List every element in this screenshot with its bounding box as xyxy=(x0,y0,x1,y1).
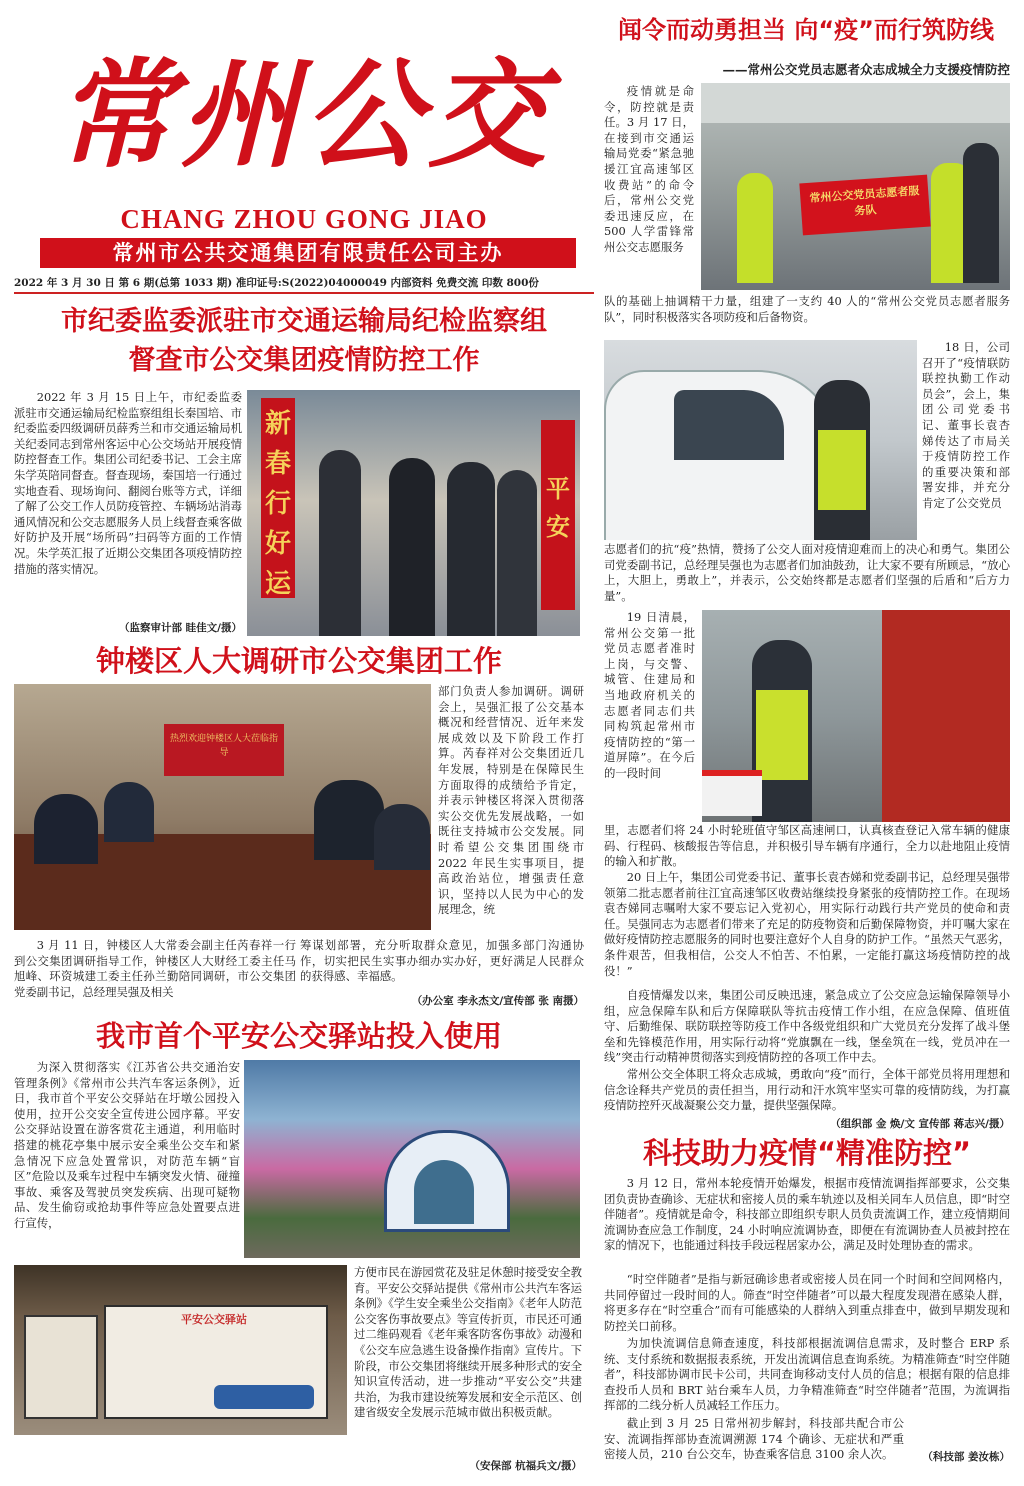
photo-canopy xyxy=(701,83,1010,123)
article2-body-bottom-right: 筹谋划部署，充分听取群众意见，加强多部门沟通协作，切实把民生实事办细办实办好，更好满足人民群众的获得感、幸福感。 xyxy=(300,938,584,984)
article2-body-bottom-left: 3 月 11 日，钟楼区人大常委会副主任芮春祥一行到公交集团调研指导工作，钟楼区人大财经工委主任马旭峰、环资城建工委主任孙兰勤陪同调研，市公交集团党委副书记，总经理吴强及相关 xyxy=(14,938,296,999)
photo-person-4 xyxy=(497,470,537,636)
photo-officer-2-vest xyxy=(756,690,808,780)
article5-byline: （科技部 姜汝栋） xyxy=(922,1451,1010,1463)
photo-pavilion-door xyxy=(414,1160,474,1224)
article5-body2: “时空伴随者”是指与新冠确诊患者或密接人员在同一个时间和空间网格内，共同停留过一段时间的人。筛查“时空伴随者”可以最大程度发现潜在感染人群，将更多存在“时空重合”而有可能感染的人群纳入到重点排查中，做到早期发现和防控关口前移。 xyxy=(604,1272,1010,1333)
article5-body4: 截止到 3 月 25 日常州初步解封，科技部共配合市公安、流调指挥部协查流调溯源 174 个确诊、无症状和严重密接人员，210 台公交车，协查乘客信息 3100 余人次。 xyxy=(604,1416,904,1462)
photo-panel-left-board xyxy=(24,1315,98,1419)
article3-photo-park xyxy=(244,1060,580,1258)
article4-subtitle: ——常州公交党员志愿者众志成城全力支援疫情防控 xyxy=(722,62,1010,77)
photo-person-2 xyxy=(389,458,435,636)
photo-volunteer-1 xyxy=(737,173,773,283)
article4-byline: （组织部 金 焕/文 宣传部 蒋志兴/摄） xyxy=(830,1118,1010,1130)
article2-photo xyxy=(14,684,431,930)
article2-byline: （办公室 李永杰文/宣传部 张 南摄） xyxy=(411,995,584,1007)
photo-officer-vest xyxy=(818,430,866,510)
article4-body-p2-narrow: 18 日，公司召开了“疫情联防联控执勤工作动员会”，会上，集团公司党委书记、董事长袁杏娣传达了市局关于疫情防控工作的重要决策和部署安排，并充分肯定了公交党员 xyxy=(922,340,1010,510)
article3-title: 我市首个平安公交驿站投入使用 xyxy=(95,1019,502,1053)
issue-line: 2022 年 3 月 30 日 第 6 期(总第 1033 期) 准印证号:S(2022)04000049 内部资料 免费交流 印数 800份 xyxy=(14,277,539,289)
article3-byline: （安保部 杭福兵文/摄） xyxy=(469,1460,582,1472)
article4-body-p3-wide: 里，志愿者们将 24 小时轮班值守邹区高速闸口，认真核查登记入常车辆的健康码、行程码、核酸报告等信息，并积极引导车辆有序通行，全力以赴地阻止疫情的输入和扩散。 xyxy=(604,823,1010,869)
photo-attendee-left xyxy=(34,794,98,864)
article1-byline: （监察审计部 眭佳文/摄） xyxy=(119,622,242,634)
publisher-text: 常州市公共交通集团有限责任公司主办 xyxy=(112,241,504,265)
article1-title-line1: 市纪委监委派驻市交通运输局纪检监察组 xyxy=(61,306,547,337)
masthead-pinyin: CHANG ZHOU GONG JIAO xyxy=(120,204,488,234)
photo-sign-right: 平安 xyxy=(546,474,570,541)
newspaper-logo: 常州公交 xyxy=(55,45,552,184)
article4-body-p2-wide: 志愿者们的抗“疫”热情，赞扬了公交人面对疫情迎难而上的决心和勇气。集团公司党委副书记，总经理吴强也为志愿者们加油鼓劲，让大家不要有所顾忌，“放心上，大胆上，勇敢上”，并表示，公交始终都是志愿者们坚强的后盾和“后方力量”。 xyxy=(604,542,1010,603)
photo-banner-text: 常州公交党员志愿者服务队 xyxy=(809,184,920,218)
photo-person-3 xyxy=(447,462,495,636)
article4-body-p1-wide: 队的基础上抽调精干力量，组建了一支约 40 人的“常州公交党员志愿者服务队”，同时积极落实各项防疫和后备物资。 xyxy=(604,294,1010,324)
article4-photo-checkpoint xyxy=(604,340,917,540)
photo-barrier xyxy=(702,770,762,816)
photo-person-1 xyxy=(319,450,361,636)
photo-volunteer-3 xyxy=(963,143,999,283)
article1-body: 2022 年 3 月 15 日上午，市纪委监委派驻市交通运输局纪检监察组组长秦国培、市纪委监委四级调研员薛秀兰和市交通运输局机关纪委同志到常州客运中心公交场站开展疫情防控督查工作。集团公司纪委书记、工会主席朱学英陪同督查。督查现场，秦国培一行通过实地查看、现场询问、翻阅台账等方式，详细了解了公交工作人员防疫管控、车辆场站消毒通风情况和公交志愿服务人员上线督查乘客做好防护及开展“场所码”扫码等方面的工作情况。朱学英汇报了近期公交集团各项疫情防控措施的落实情况。 xyxy=(14,390,242,576)
photo-truck xyxy=(882,610,1010,822)
article5-body3: 为加快流调信息筛查速度，科技部根据流调信息需求，及时整合 ERP 系统、支付系统和数据报表系统，开发出流调信息查询系统。为精准筛查“时空伴随者”，科技部协调市民卡公司，共同查询移动支付人员的信息；根据有限的信息排查投币人员和 BRT 站台乘车人员，力争精准筛查“时空伴随者”范围，为流调指挥部的二线分析人员减轻工作压力。 xyxy=(604,1336,1010,1413)
article4-photo-traffic xyxy=(702,610,1010,822)
photo-car-window xyxy=(674,390,784,460)
article2-title: 钟楼区人大调研市公交集团工作 xyxy=(95,644,502,678)
article4-body-p1-narrow: 疫情就是命令，防控就是责任。3 月 17 日，在接到市交通运输局党委“紧急驰援江宜高速邹区收费站”的命令后，常州公交党委迅速反应，在 500 人学雷锋常州公交志愿服务 xyxy=(604,84,694,254)
article1-title-line2: 督查市公交集团疫情防控工作 xyxy=(128,345,480,376)
article1-photo xyxy=(247,390,580,636)
article4-body-p4: 20 日上午，集团公司党委书记、董事长袁杏娣和党委副书记，总经理吴强带领第二批志愿者前往江宜高速邹区收费站继续投身紧张的疫情防控工作。在现场袁杏娣同志嘱咐大家不要忘记入党初心，用实际行动践行共产党员的使命和责任。吴强同志为志愿者们带来了充足的防疫物资和后勤保障物资，并叮嘱大家在做好疫情防控志愿服务的同时也要注意好个人自身的防护工作。“虽然天气恶劣，条件艰苦，但我相信，公交人不怕苦、不怕累，一定能打赢这场疫情防控的战役！” xyxy=(604,870,1010,978)
article4-title: 闻令而动勇担当 向“疫”而行筑防线 xyxy=(618,16,994,44)
photo-sign-left: 新春行好运 xyxy=(264,409,291,599)
photo-attendee-mid xyxy=(104,782,154,842)
article2-body-right: 部门负责人参加调研。调研会上，吴强汇报了公交基本概况和经营情况、近年来发展成效以及下阶段工作打算。芮春祥对公交集团近几年发展，特别是在保障民生方面取得的成绩给予肯定，并表示钟楼区将深入贯彻落实公交优先发展战略，一如既往支持城市公交发展。同时希望公交集团围绕市 2022 年民生实事项目，提高政治站位，增强责任意识，坚持以人民为中心的发展理念，统 xyxy=(438,684,584,917)
article3-body-bottom: 方便市民在游园赏花及驻足休憩时接受安全教育。平安公交驿站提供《常州市公共汽车客运条例》《学生安全乘坐公交指南》《老年人防范公交客伤事故要点》等宣传折页，市民还可通过二维码观看《老年乘客防客伤事故》动漫和《公交车应急逃生设备操作指南》宣传片。下阶段，市公交集团将继续开展多种形式的安全知识宣传活动，进一步推动“平安公交”共建共治，为我市建设统筹发展和安全示范区、创建省级安全发展示范城市做出积极贡献。 xyxy=(354,1265,582,1420)
photo-screen-text: 热烈欢迎钟楼区人大莅临指导 xyxy=(170,734,279,758)
article5-title: 科技助力疫情“精准防控” xyxy=(642,1136,972,1170)
article5-body: 3 月 12 日，常州本轮疫情开始爆发，根据市疫情流调指挥部要求，公交集团负责协查确诊、无症状和密接人员的乘车轨迹以及相关同车人员信息，即“时空伴随者”。疫情就是命令，科技部立即组织专职人员负责流调工作，建立疫情期间流调协查应急工作制度，24 小时响应流调协查，即便在有流调协查人员被封控在家的情况下，也能通过科技手段远程居家办公，满足及时处理协查的需求。 xyxy=(604,1176,1010,1253)
photo-panel-text: 平安公交驿站 xyxy=(181,1313,247,1326)
photo-attendee-far xyxy=(374,804,430,870)
article4-body-p5: 自疫情爆发以来，集团公司反映迅速，紧急成立了公交应急运输保障领导小组，应急保障车队和后方保障联队等抗击疫情工作小组，在应急保障、值班值守、后勤维保、联防联控等防疫工作中各级党组织和广大党员充分发挥了战斗堡垒和先锋模范作用，用实际行动将“党旗飘在一线，堡垒筑在一线，党员冲在一线”突击行动精神贯彻落实到疫情防控的各项工作中去。 xyxy=(604,988,1010,1065)
article4-photo-group xyxy=(701,83,1010,290)
article3-body-top: 为深入贯彻落实《江苏省公共交通治安管理条例》《常州市公共汽车客运条例》，近日，我市首个平安公交驿站在圩墩公园投入使用，拉开公交安全宣传进公园序幕。平安公交驿站设置在游客赏花主通道，利用临时搭建的桃花亭集中展示安全乘坐公交车和紧急情况下应急处置常识，对防范车辆“盲区”危险以及乘车过程中车辆突发火情、碰撞事故、乘客及驾驶员突发疾病、出现可疑物品、发生偷窃或抢劫事件等应急处置要点进行宣传， xyxy=(14,1060,240,1230)
article3-photo-panel xyxy=(14,1265,347,1435)
masthead xyxy=(14,20,594,295)
photo-panel-bus xyxy=(214,1385,314,1409)
article4-body-p3-narrow: 19 日清晨，常州公交第一批党员志愿者准时上岗，与交警、城管、住建局和当地政府机关的志愿者同志们共同构筑起常州市疫情防控的“第一道屏障”。在今后的一段时间 xyxy=(604,610,695,780)
article4-body-p6: 常州公交全体职工将众志成城，勇敢向“疫”而行，全体干部党员将用理想和信念诠释共产党员的责任担当，用行动和汗水筑牢坚实可靠的疫情防线，为打赢疫情防控歼灭战凝聚公交力量，提供坚强保障。 xyxy=(604,1067,1010,1113)
issue-rule xyxy=(14,292,594,294)
